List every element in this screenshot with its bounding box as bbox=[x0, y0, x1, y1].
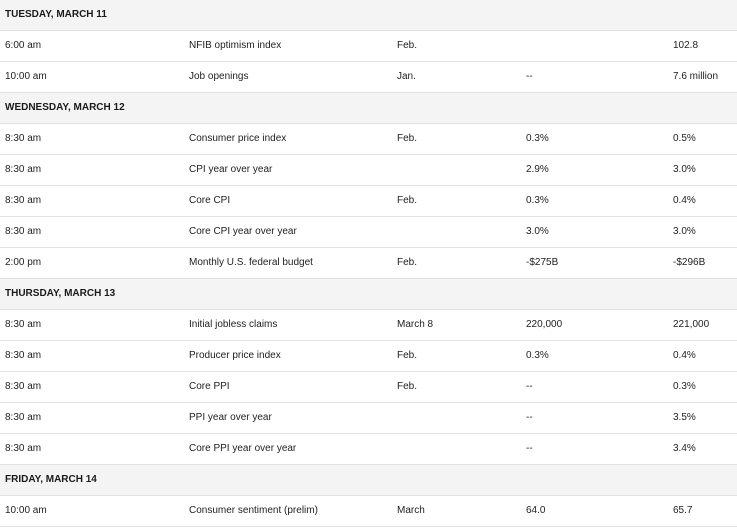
day-header: FRIDAY, MARCH 14 bbox=[0, 465, 737, 496]
time-cell: 8:30 am bbox=[0, 310, 189, 341]
event-cell: Core CPI bbox=[189, 186, 397, 217]
previous-cell: 65.7 bbox=[673, 496, 737, 527]
event-cell: Core PPI bbox=[189, 372, 397, 403]
table-row bbox=[0, 31, 737, 62]
time-cell: 8:30 am bbox=[0, 124, 189, 155]
time-cell: 8:30 am bbox=[0, 155, 189, 186]
previous-cell: 0.3% bbox=[673, 372, 737, 403]
event-cell: Consumer sentiment (prelim) bbox=[189, 496, 397, 527]
forecast-cell: 0.3% bbox=[526, 341, 673, 372]
table-row bbox=[0, 341, 737, 372]
period-cell: Feb. bbox=[397, 31, 526, 62]
table-row bbox=[0, 434, 737, 465]
event-cell: Consumer price index bbox=[189, 124, 397, 155]
forecast-cell: 0.3% bbox=[526, 186, 673, 217]
forecast-cell: -- bbox=[526, 403, 673, 434]
period-cell: Feb. bbox=[397, 372, 526, 403]
period-cell: Feb. bbox=[397, 248, 526, 279]
period-cell bbox=[397, 403, 526, 434]
table-row bbox=[0, 372, 737, 403]
time-cell: 10:00 am bbox=[0, 496, 189, 527]
forecast-cell: -- bbox=[526, 62, 673, 93]
event-cell: Core CPI year over year bbox=[189, 217, 397, 248]
period-cell: Feb. bbox=[397, 341, 526, 372]
event-cell: Producer price index bbox=[189, 341, 397, 372]
event-cell: Core PPI year over year bbox=[189, 434, 397, 465]
table-row bbox=[0, 248, 737, 279]
event-cell: NFIB optimism index bbox=[189, 31, 397, 62]
period-cell bbox=[397, 217, 526, 248]
previous-cell: 3.5% bbox=[673, 403, 737, 434]
table-row bbox=[0, 217, 737, 248]
day-header-row bbox=[0, 93, 737, 124]
previous-cell: 0.4% bbox=[673, 341, 737, 372]
forecast-cell: 3.0% bbox=[526, 217, 673, 248]
previous-cell: 0.4% bbox=[673, 186, 737, 217]
day-header: TUESDAY, MARCH 11 bbox=[0, 0, 737, 31]
forecast-cell: 2.9% bbox=[526, 155, 673, 186]
time-cell: 8:30 am bbox=[0, 217, 189, 248]
period-cell bbox=[397, 434, 526, 465]
forecast-cell: -- bbox=[526, 434, 673, 465]
day-header: THURSDAY, MARCH 13 bbox=[0, 279, 737, 310]
previous-cell: -$296B bbox=[673, 248, 737, 279]
time-cell: 10:00 am bbox=[0, 62, 189, 93]
previous-cell: 3.0% bbox=[673, 155, 737, 186]
forecast-cell: -- bbox=[526, 372, 673, 403]
table-row bbox=[0, 310, 737, 341]
time-cell: 8:30 am bbox=[0, 434, 189, 465]
event-cell: Monthly U.S. federal budget bbox=[189, 248, 397, 279]
day-header: WEDNESDAY, MARCH 12 bbox=[0, 93, 737, 124]
period-cell: March bbox=[397, 496, 526, 527]
table-row bbox=[0, 186, 737, 217]
period-cell: March 8 bbox=[397, 310, 526, 341]
day-header-row bbox=[0, 0, 737, 31]
table-row bbox=[0, 403, 737, 434]
previous-cell: 221,000 bbox=[673, 310, 737, 341]
event-cell: PPI year over year bbox=[189, 403, 397, 434]
forecast-cell: -$275B bbox=[526, 248, 673, 279]
time-cell: 8:30 am bbox=[0, 186, 189, 217]
previous-cell: 102.8 bbox=[673, 31, 737, 62]
forecast-cell: 64.0 bbox=[526, 496, 673, 527]
table-row bbox=[0, 62, 737, 93]
previous-cell: 0.5% bbox=[673, 124, 737, 155]
period-cell: Feb. bbox=[397, 124, 526, 155]
previous-cell: 3.4% bbox=[673, 434, 737, 465]
day-header-row bbox=[0, 279, 737, 310]
table-row bbox=[0, 124, 737, 155]
previous-cell: 7.6 million bbox=[673, 62, 737, 93]
time-cell: 2:00 pm bbox=[0, 248, 189, 279]
period-cell: Feb. bbox=[397, 186, 526, 217]
time-cell: 8:30 am bbox=[0, 403, 189, 434]
event-cell: CPI year over year bbox=[189, 155, 397, 186]
time-cell: 6:00 am bbox=[0, 31, 189, 62]
table-row bbox=[0, 155, 737, 186]
time-cell: 8:30 am bbox=[0, 341, 189, 372]
table-row bbox=[0, 496, 737, 527]
previous-cell: 3.0% bbox=[673, 217, 737, 248]
period-cell bbox=[397, 155, 526, 186]
event-cell: Job openings bbox=[189, 62, 397, 93]
period-cell: Jan. bbox=[397, 62, 526, 93]
event-cell: Initial jobless claims bbox=[189, 310, 397, 341]
forecast-cell bbox=[526, 31, 673, 62]
forecast-cell: 0.3% bbox=[526, 124, 673, 155]
time-cell: 8:30 am bbox=[0, 372, 189, 403]
day-header-row bbox=[0, 465, 737, 496]
forecast-cell: 220,000 bbox=[526, 310, 673, 341]
